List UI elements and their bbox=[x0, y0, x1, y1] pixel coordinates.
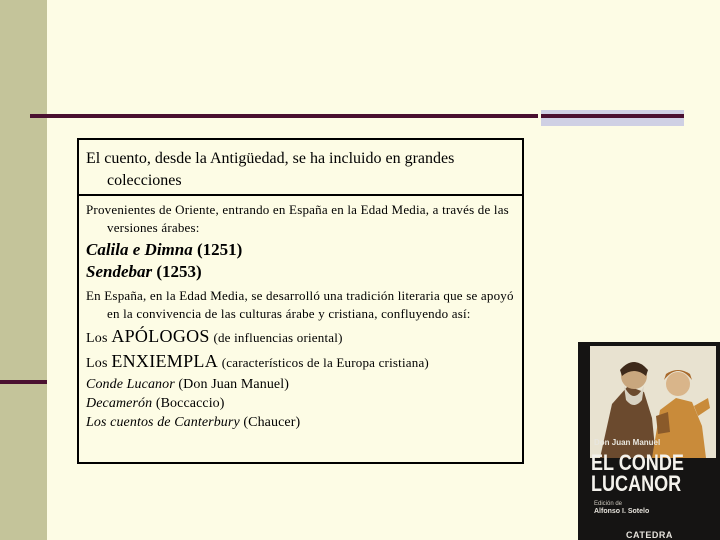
book-publisher: CATEDRA bbox=[626, 530, 673, 540]
work-author: (Chaucer) bbox=[243, 415, 301, 430]
apologos-line bbox=[86, 325, 522, 350]
book-title bbox=[591, 452, 684, 494]
book-title-line-2: LUCANOR bbox=[591, 471, 682, 496]
work-title: Decamerón bbox=[86, 396, 153, 411]
work-title: Sendebar bbox=[86, 262, 153, 281]
european-work-conde-lucanor bbox=[86, 375, 522, 394]
heading-section bbox=[79, 140, 522, 196]
european-work-decameron bbox=[86, 394, 522, 413]
work-title: Conde Lucanor bbox=[86, 377, 175, 392]
oriental-work-sendebar bbox=[86, 261, 522, 283]
intro-paragraph: Provenientes de Oriente, entrando en España en la Edad Media, a través de las versiones árabes: bbox=[86, 202, 509, 235]
european-work-canterbury bbox=[86, 413, 522, 432]
work-year: (1253) bbox=[156, 262, 202, 281]
left-decorative-band bbox=[0, 0, 47, 540]
work-title: Los cuentos de Canterbury bbox=[86, 415, 240, 430]
oriental-work-calila bbox=[86, 239, 522, 261]
book-editor: Alfonso I. Sotelo bbox=[594, 508, 650, 515]
enxiempla-term: ENXIEMPLA bbox=[111, 351, 219, 371]
book-cover-image bbox=[578, 342, 720, 540]
work-title: Calila e Dimna bbox=[86, 240, 193, 259]
enxiempla-line bbox=[86, 350, 522, 375]
enxiempla-prefix: Los bbox=[86, 356, 108, 371]
enxiempla-note: (característicos de la Europa cristiana) bbox=[221, 355, 429, 370]
spain-paragraph: En España, en la Edad Media, se desarrolló una tradición literaria que se apoyó en la convivencia de las culturas árabe y cristiana, confluyendo así: bbox=[86, 288, 514, 321]
apologos-term: APÓLOGOS bbox=[111, 326, 210, 346]
right-decorative-block bbox=[541, 110, 684, 126]
content-box bbox=[77, 138, 524, 464]
title-rule bbox=[30, 114, 538, 118]
work-year: (1251) bbox=[196, 240, 243, 259]
body-section bbox=[79, 196, 522, 432]
apologos-prefix: Los bbox=[86, 331, 108, 346]
work-author: (Don Juan Manuel) bbox=[178, 377, 289, 392]
book-edition-label: Edición de bbox=[594, 501, 623, 507]
book-title-line-1: EL CONDE bbox=[591, 450, 684, 475]
right-accent-rule bbox=[541, 114, 684, 118]
book-author: Don Juan Manuel bbox=[594, 438, 661, 447]
apologos-note: (de influencias oriental) bbox=[213, 330, 343, 345]
work-author: (Boccaccio) bbox=[155, 396, 225, 411]
slide-heading: El cuento, desde la Antigüedad, se ha incluido en grandes colecciones bbox=[86, 150, 455, 189]
left-band-accent-rule bbox=[0, 380, 47, 384]
